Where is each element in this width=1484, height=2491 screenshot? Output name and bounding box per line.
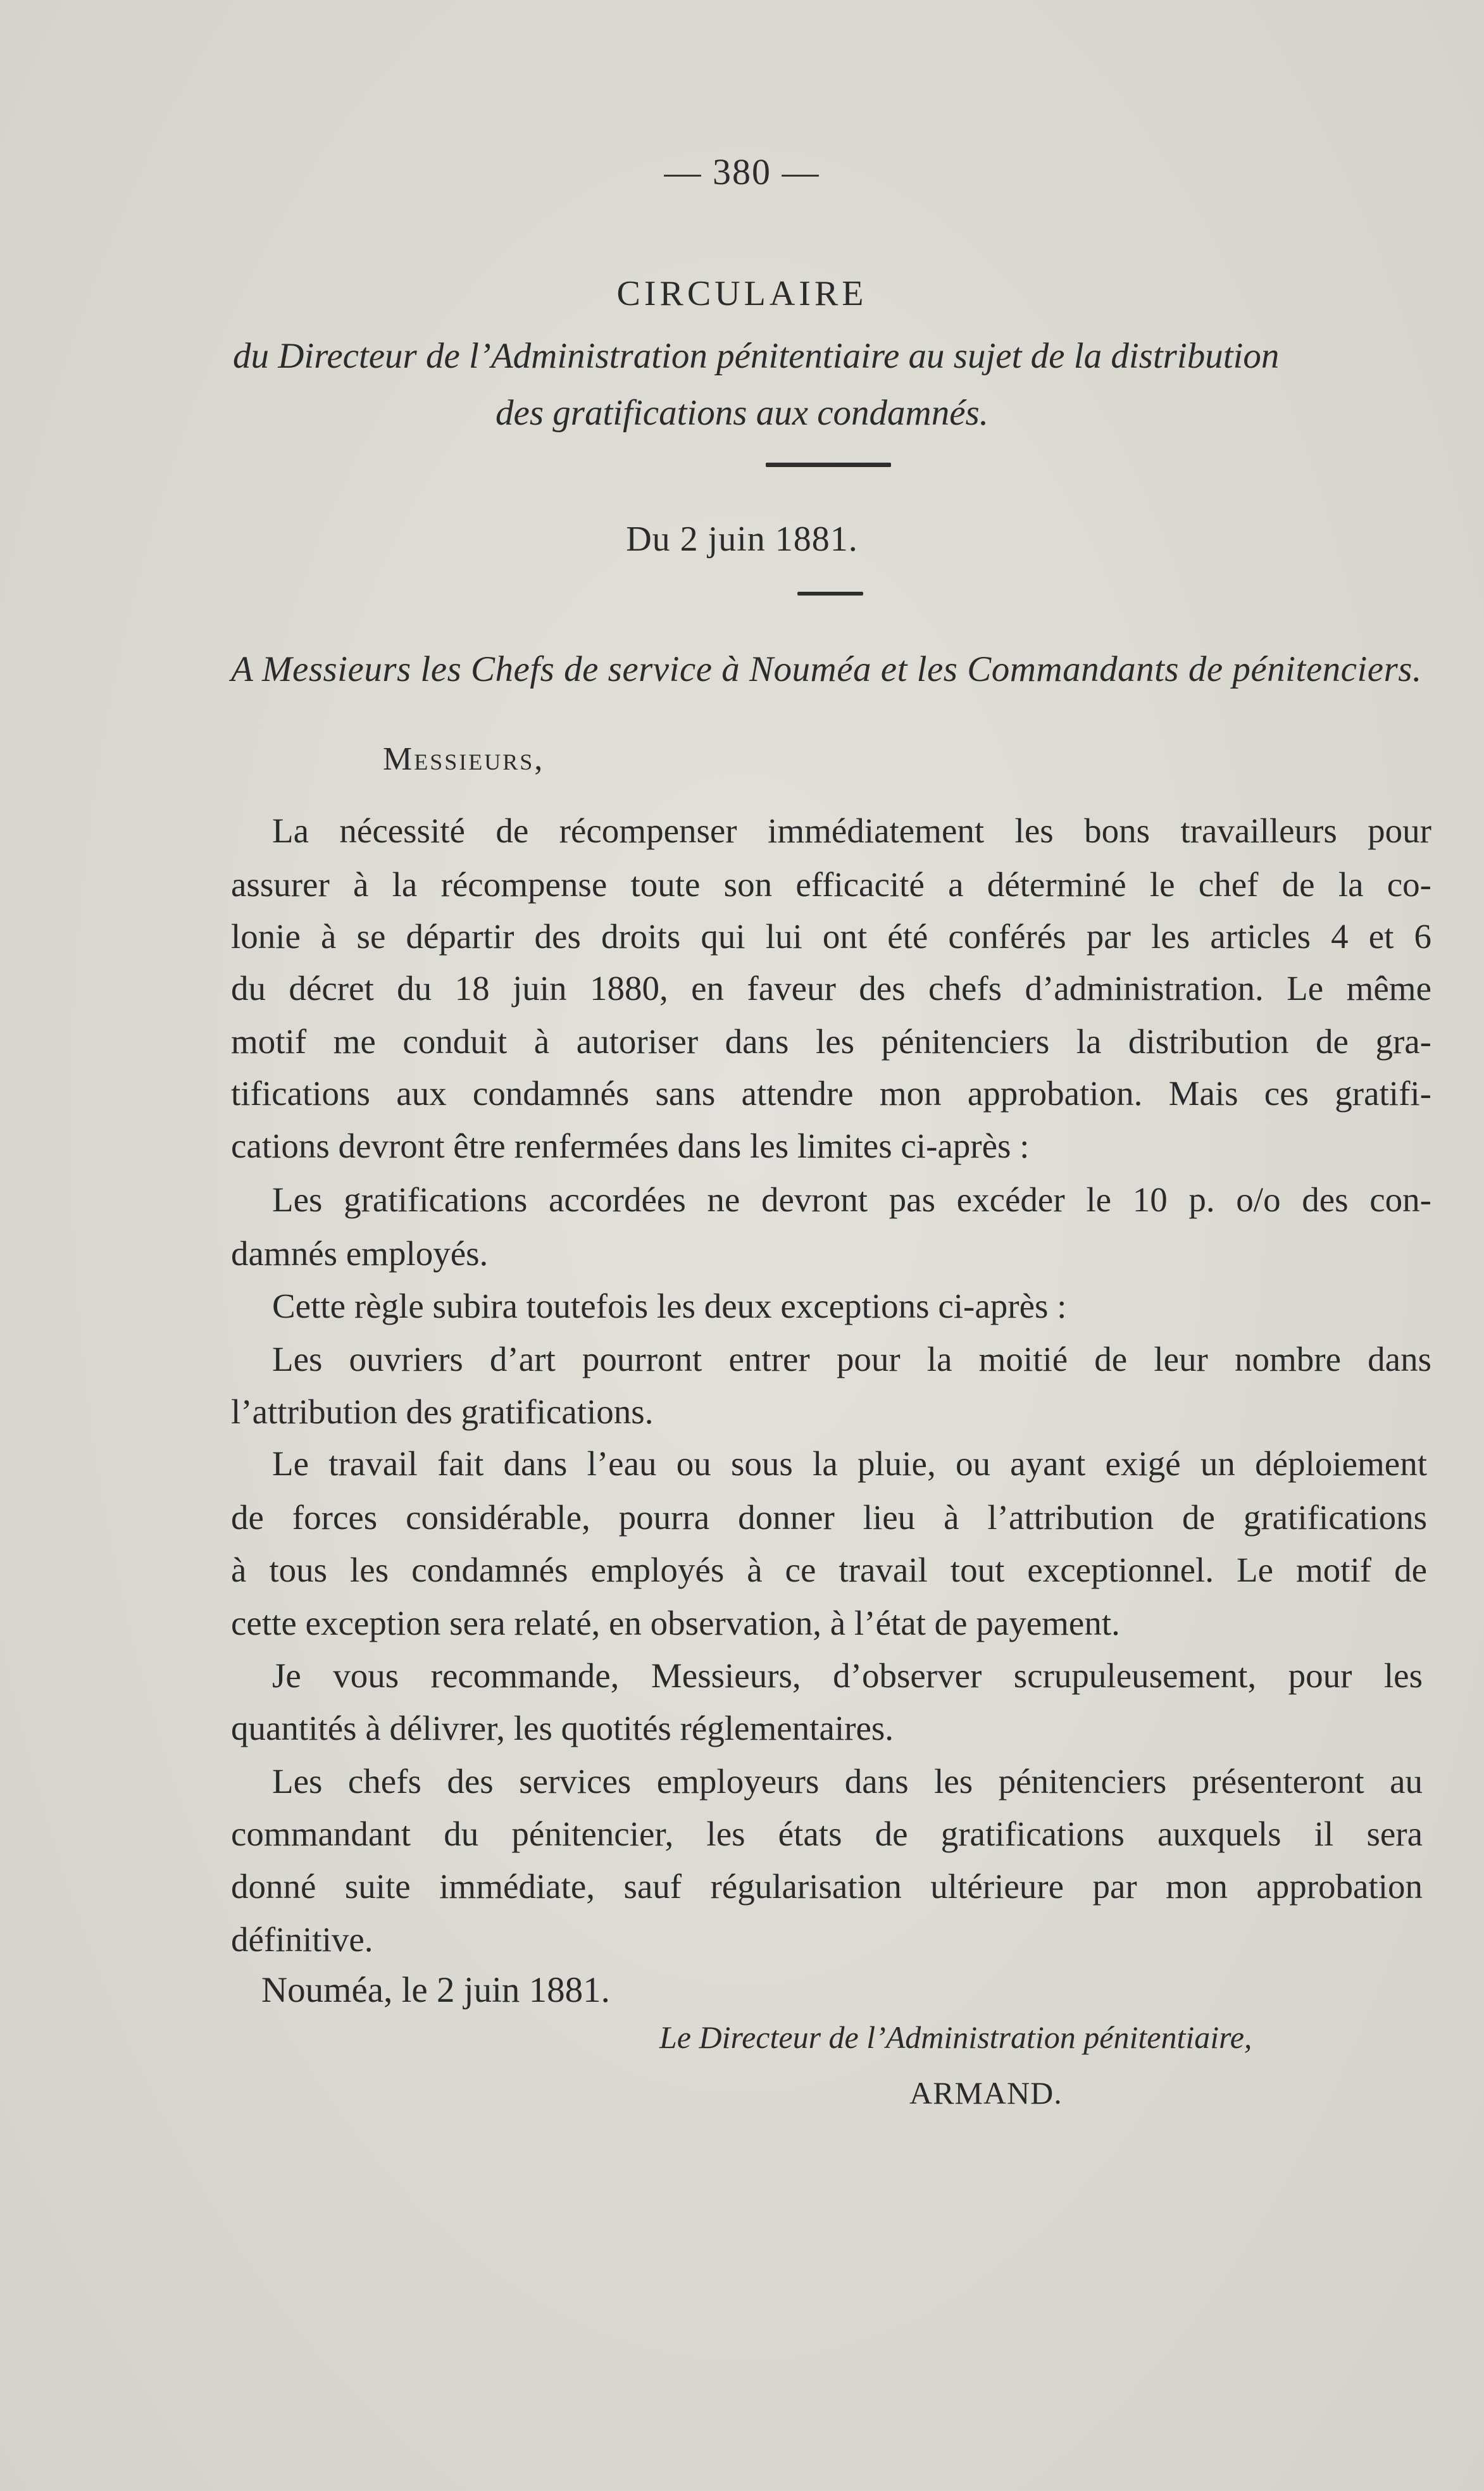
addressee: A Messieurs les Chefs de service à Nouméa et les Commandants de pénitenciers. <box>231 649 1422 689</box>
body-line: cette exception sera relaté, en observation, à l’état de payement. <box>231 1604 1120 1642</box>
place-date: Nouméa, le 2 juin 1881. <box>261 1970 610 2010</box>
body-line: à tous les condamnés employés à ce travail tout exceptionnel. Le motif de <box>231 1551 1427 1589</box>
subtitle-line-1: du Directeur de l’Administration pénitentiaire au sujet de la distribution <box>233 336 1280 376</box>
body-line: Je vous recommande, Messieurs, d’observer scrupuleusement, pour les <box>272 1656 1423 1695</box>
title-divider <box>766 463 891 467</box>
body-line: Le travail fait dans l’eau ou sous la pluie, ou ayant exigé un déploiement <box>272 1444 1427 1483</box>
page-number: — 380 — <box>664 151 820 192</box>
date-divider <box>797 592 863 596</box>
body-line: donné suite immédiate, sauf régularisation ultérieure par mon approbation <box>231 1867 1423 1906</box>
body-line: motif me conduit à autoriser dans les pénitenciers la distribution de gra- <box>231 1022 1431 1061</box>
body-line: de forces considérable, pourra donner lieu à l’attribution de gratifications <box>231 1498 1427 1537</box>
signature-title: Le Directeur de l’Administration pénitentiaire, <box>659 2020 1252 2055</box>
body-line: l’attribution des gratifications. <box>231 1392 654 1431</box>
body-line: Les chefs des services employeurs dans les pénitenciers présenteront au <box>272 1762 1423 1801</box>
body-line: cations devront être renfermées dans les limites ci-après : <box>231 1127 1030 1165</box>
subtitle-line-2: des gratifications aux condamnés. <box>496 393 988 433</box>
body-line: Cette règle subira toutefois les deux exceptions ci-après : <box>272 1287 1067 1325</box>
body-line: commandant du pénitencier, les états de gratifications auxquels il sera <box>231 1814 1423 1853</box>
salutation: Messieurs, <box>383 741 545 777</box>
body-line: Les ouvriers d’art pourront entrer pour la moitié de leur nombre dans <box>272 1340 1431 1378</box>
body-line: du décret du 18 juin 1880, en faveur des chefs d’administration. Le même <box>231 969 1431 1008</box>
body-line: définitive. <box>231 1920 373 1959</box>
body-line: quantités à délivrer, les quotités réglementaires. <box>231 1709 894 1747</box>
signature-name: ARMAND. <box>909 2075 1063 2111</box>
document-title: CIRCULAIRE <box>616 274 868 313</box>
body-line: tifications aux condamnés sans attendre mon approbation. Mais ces gratifi- <box>231 1074 1431 1113</box>
date-line: Du 2 juin 1881. <box>626 520 858 559</box>
body-line: Les gratifications accordées ne devront pas excéder le 10 p. o/o des con- <box>272 1180 1431 1219</box>
body-line: damnés employés. <box>231 1234 489 1273</box>
body-line: La nécessité de récompenser immédiatement les bons travailleurs pour <box>272 811 1431 850</box>
body-line: assurer à la récompense toute son efficacité a déterminé le chef de la co- <box>231 865 1431 904</box>
body-line: lonie à se départir des droits qui lui ont été conférés par les articles 4 et 6 <box>231 917 1431 956</box>
